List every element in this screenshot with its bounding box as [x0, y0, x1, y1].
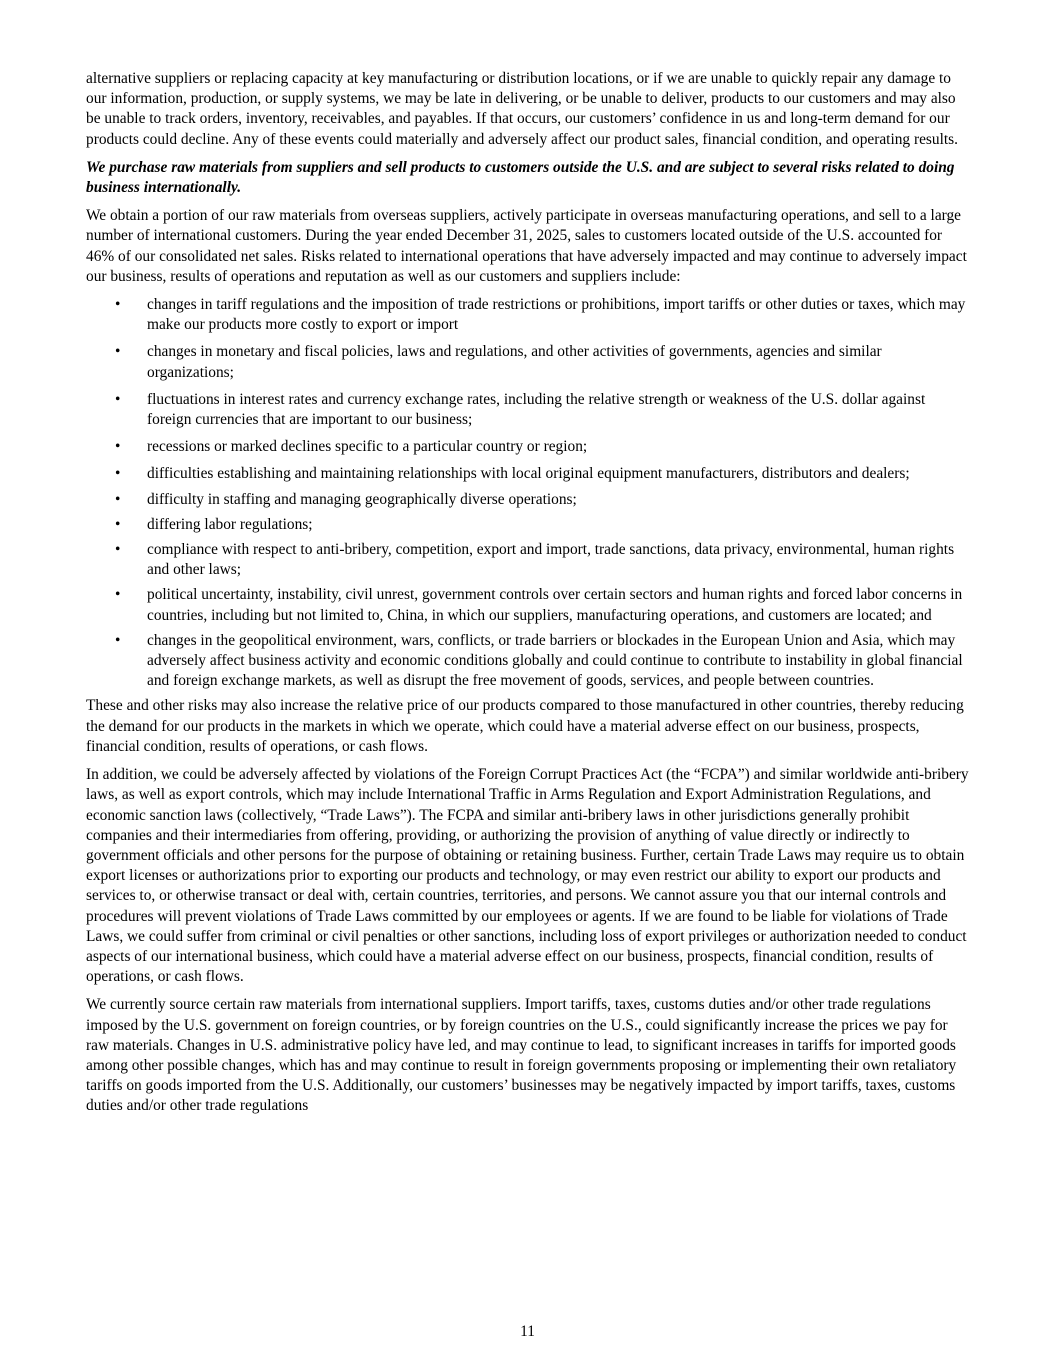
list-item: [86, 295, 972, 335]
list-item-text: changes in the geopolitical environment, wars, conflicts, or trade barriers or blockades in the European Union and Asia, which may adversely affect business activity and economic conditions globally and could continue to contribute to instability in global financial and foreign exchange markets, as well as disrupt the free movement of goods, services, and people between countries.: [147, 631, 963, 690]
list-item-text: difficulties establishing and maintaining relationships with local original equipment manufacturers, distributors and dealers;: [147, 465, 910, 483]
bullet-icon: •: [115, 586, 121, 604]
bullet-icon: •: [115, 390, 121, 408]
list-item: [86, 585, 972, 625]
list-item: [86, 390, 972, 430]
bullet-icon: •: [115, 541, 121, 559]
list-item: [86, 490, 972, 510]
section-heading: We purchase raw materials from suppliers and sell products to customers outside the U.S. and are subject to several risks related to doing business internationally.: [86, 158, 955, 197]
intro-paragraph: alternative suppliers or replacing capacity at key manufacturing or distribution locations, or if we are unable to quickly repair any damage to our information, production, or supply systems, we may be late in delivering, or be unable to deliver, products to our customers and may also be unable to track orders, inventory, receivables, and payables. If that occurs, our customers’ confidence in us and long-term demand for our products could decline. Any of these events could materially and adversely affect our product sales, financial condition, and operating results.: [86, 70, 959, 148]
bullet-icon: •: [115, 515, 121, 533]
list-item-text: political uncertainty, instability, civil unrest, government controls over certain sectors and human rights and forced labor concerns in countries, including but not limited to, China, in which our suppliers, manufacturing operations, and customers are located; and: [147, 586, 963, 624]
list-item-text: changes in tariff regulations and the imposition of trade restrictions or prohibitions, import tariffs or other duties or taxes, which may make our products more costly to export or import: [147, 296, 966, 334]
list-item-text: difficulty in staffing and managing geographically diverse operations;: [147, 490, 577, 508]
list-item: [86, 437, 972, 457]
bullet-icon: •: [115, 465, 121, 483]
bullet-icon: •: [115, 343, 121, 361]
bullet-icon: •: [115, 631, 121, 649]
bullet-icon: •: [115, 438, 121, 456]
risk-bullet-list: [86, 295, 972, 691]
list-item-text: compliance with respect to anti-bribery, competition, export and import, trade sanctions, data privacy, environmental, human rights and other laws;: [147, 541, 955, 579]
page-number: 11: [520, 1323, 535, 1340]
bullet-icon: •: [115, 296, 121, 314]
relative-price-paragraph: These and other risks may also increase the relative price of our products compared to those manufactured in other countries, thereby reducing the demand for our products in the markets in which we operate, which could have a material adverse effect on our business, prospects, financial condition, results of operations, or cash flows.: [86, 697, 964, 755]
list-item: [86, 540, 972, 580]
tariffs-paragraph: We currently source certain raw materials from international suppliers. Import tariffs, taxes, customs duties and/or other trade regulations imposed by the U.S. government on foreign countries, or by foreign countries on the U.S., could significantly increase the prices we pay for raw materials. Changes in U.S. administrative policy have led, and may continue to lead, to significant increases in tariffs for imported goods among other possible changes, which has and may continue to result in foreign governments proposing or implementing their own retaliatory tariffs on goods imported from the U.S. Additionally, our customers’ businesses may be negatively impacted by import tariffs, taxes, customs duties and/or other trade regulations: [86, 996, 957, 1115]
international-operations-paragraph: We obtain a portion of our raw materials from overseas suppliers, actively participate in overseas manufacturing operations, and sell to a large number of international customers. During the year ended December 31, 2025, sales to customers located outside of the U.S. accounted for 46% of our consolidated net sales. Risks related to international operations that have adversely impacted and may continue to adversely impact our business, results of operations and reputation as well as our customers and suppliers include:: [86, 207, 967, 285]
document-page: [86, 69, 972, 1125]
bullet-icon: •: [115, 490, 121, 508]
list-item: [86, 464, 972, 484]
list-item: [86, 631, 972, 692]
list-item-text: recessions or marked declines specific to a particular country or region;: [147, 438, 588, 456]
list-item-text: changes in monetary and fiscal policies, laws and regulations, and other activities of governments, agencies and similar organizations;: [147, 343, 882, 381]
list-item: [86, 342, 972, 382]
list-item-text: differing labor regulations;: [147, 515, 313, 533]
fcpa-paragraph: In addition, we could be adversely affected by violations of the Foreign Corrupt Practices Act (the “FCPA”) and similar worldwide anti-bribery laws, as well as export controls, which may include International Traffic in Arms Regulation and Export Administration Regulations, and economic sanction laws (collectively, “Trade Laws”). The FCPA and similar anti-bribery laws in other jurisdictions generally prohibit companies and their intermediaries from offering, providing, or authorizing the provision of anything of value directly or indirectly to government officials and other persons for the purpose of obtaining or retaining business. Further, certain Trade Laws may require us to obtain export licenses or authorizations prior to exporting our products and technology, or may even restrict our ability to export our products and services to, or otherwise transact or deal with, certain countries, territories, and persons. We cannot assure you that our internal controls and procedures will prevent violations of Trade Laws committed by our employees or agents. If we are found to be liable for violations of Trade Laws, we could suffer from criminal or civil penalties or other sanctions, including loss of export privileges or authorization needed to conduct aspects of our international business, which could have a material adverse effect on our business, prospects, financial condition, results of operations, or cash flows.: [86, 766, 969, 986]
list-item-text: fluctuations in interest rates and currency exchange rates, including the relative strength or weakness of the U.S. dollar against foreign currencies that are important to our business;: [147, 390, 926, 429]
list-item: [86, 515, 972, 535]
